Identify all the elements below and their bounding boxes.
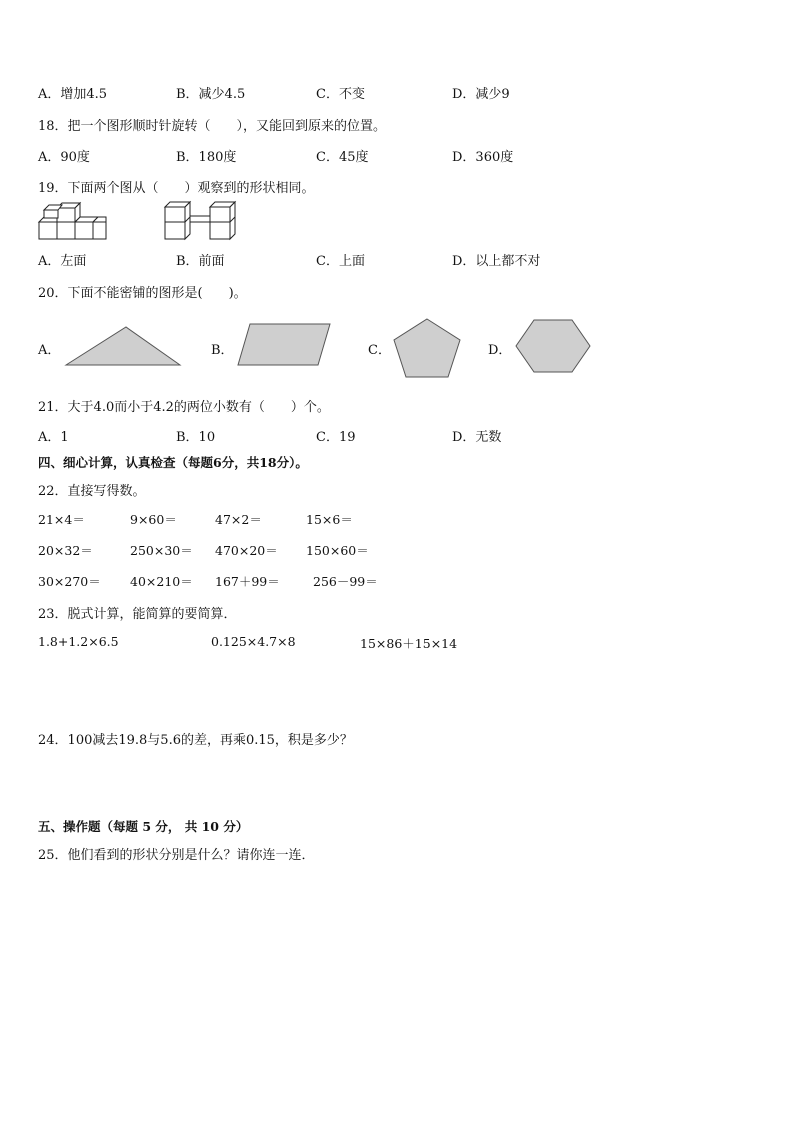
calc-item: 21×4＝ xyxy=(38,512,85,527)
question-18-text: 18．把一个图形顺时针旋转（ ），又能回到原来的位置。 xyxy=(38,119,387,134)
expression-item: 15×86＋15×14 xyxy=(360,636,458,651)
q17-option-b[interactable]: B．减少4.5 xyxy=(176,87,246,102)
hexagon-shape xyxy=(514,318,592,374)
calc-item: 47×2＝ xyxy=(215,512,262,527)
q21-option-b[interactable]: B．10 xyxy=(176,430,216,445)
expression-item: 1.8+1.2×6.5 xyxy=(38,634,119,649)
calc-item: 20×32＝ xyxy=(38,543,93,558)
q18-option-d[interactable]: D．360度 xyxy=(452,150,514,165)
calc-item: 40×210＝ xyxy=(130,574,193,589)
q18-option-b[interactable]: B．180度 xyxy=(176,150,237,165)
question-20-text: 20．下面不能密铺的图形是( )。 xyxy=(38,286,247,301)
q17-option-d[interactable]: D．减少9 xyxy=(452,87,510,102)
q17-option-c[interactable]: C．不变 xyxy=(316,87,365,102)
question-25-text: 25．他们看到的形状分别是什么？请你连一连． xyxy=(38,848,315,863)
section-5-heading: 五、操作题（每题 5 分， 共 10 分） xyxy=(38,819,249,834)
calc-item: 30×270＝ xyxy=(38,574,101,589)
question-19-text: 19．下面两个图从（ ）观察到的形状相同。 xyxy=(38,181,315,196)
question-24-text: 24．100减去19.8与5.6的差，再乘0.15，积是多少？ xyxy=(38,733,353,748)
q21-option-a[interactable]: A．1 xyxy=(38,430,69,445)
q17-option-a[interactable]: A．增加4.5 xyxy=(38,87,108,102)
question-23-text: 23．脱式计算，能简算的要简算． xyxy=(38,607,237,622)
cube-figure-2 xyxy=(164,200,242,242)
calc-item: 167＋99＝ xyxy=(215,574,280,589)
calc-item: 250×30＝ xyxy=(130,543,193,558)
section-4-heading: 四、细心计算，认真检查（每题6分，共18分）。 xyxy=(38,455,308,470)
calc-item: 256－99＝ xyxy=(313,574,378,589)
q20-label-a[interactable]: A． xyxy=(38,343,61,358)
q19-option-d[interactable]: D．以上都不对 xyxy=(452,254,541,269)
pentagon-shape xyxy=(392,317,462,379)
calc-item: 9×60＝ xyxy=(130,512,177,527)
calc-item: 15×6＝ xyxy=(306,512,353,527)
q18-option-c[interactable]: C．45度 xyxy=(316,150,369,165)
q20-label-d[interactable]: D． xyxy=(488,343,512,358)
parallelogram-shape xyxy=(236,322,332,367)
q20-label-b[interactable]: B． xyxy=(211,343,234,358)
question-21-text: 21．大于4.0而小于4.2的两位小数有（ ）个。 xyxy=(38,400,330,415)
cube-figure-1 xyxy=(38,200,108,242)
expression-item: 0.125×4.7×8 xyxy=(211,634,296,649)
calc-item: 150×60＝ xyxy=(306,543,369,558)
triangle-shape xyxy=(64,325,182,367)
q21-option-c[interactable]: C．19 xyxy=(316,430,356,445)
q19-option-c[interactable]: C．上面 xyxy=(316,254,365,269)
q21-option-d[interactable]: D．无数 xyxy=(452,430,502,445)
q20-label-c[interactable]: C． xyxy=(368,343,391,358)
calc-item: 470×20＝ xyxy=(215,543,278,558)
question-22-text: 22．直接写得数。 xyxy=(38,484,146,499)
q18-option-a[interactable]: A．90度 xyxy=(38,150,90,165)
q19-option-a[interactable]: A．左面 xyxy=(38,254,87,269)
q19-option-b[interactable]: B．前面 xyxy=(176,254,225,269)
